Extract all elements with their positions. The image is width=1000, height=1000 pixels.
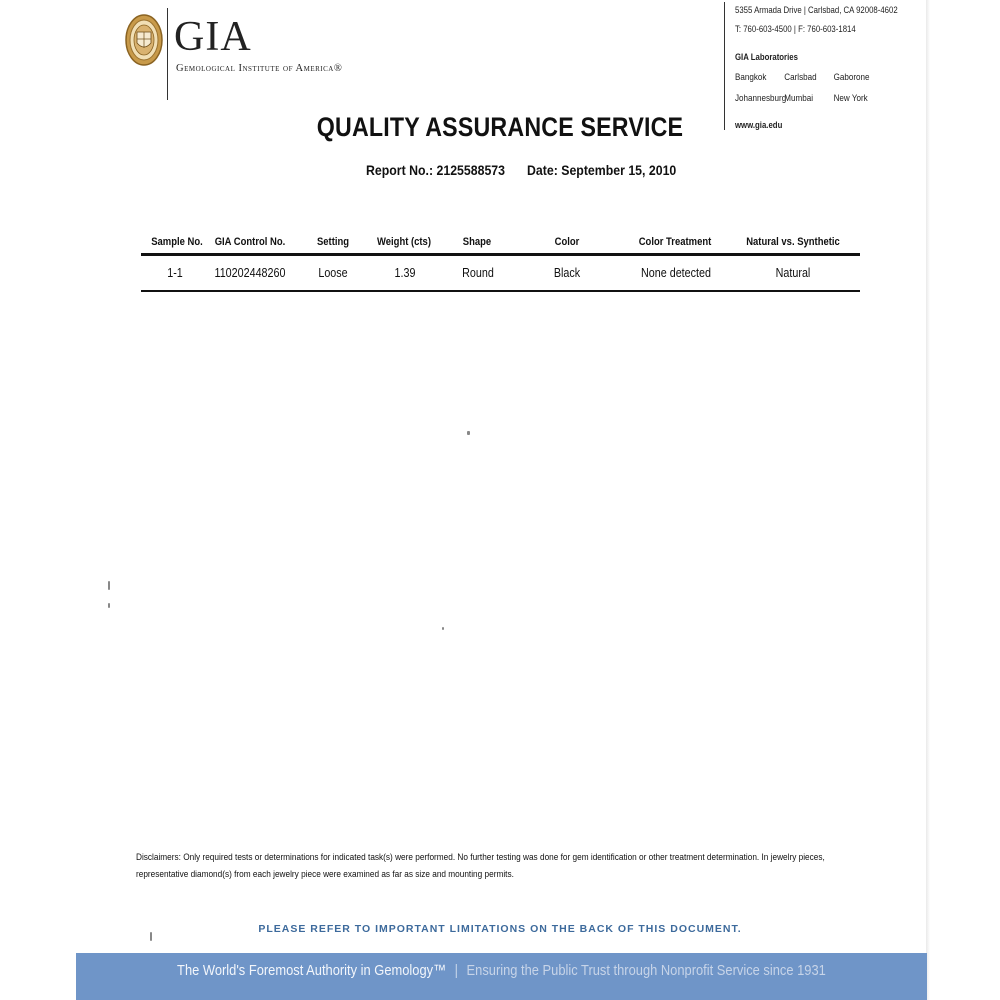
cell-setting: Loose <box>318 266 348 280</box>
table-bottom-rule <box>141 290 860 292</box>
gia-seal-icon <box>124 13 164 67</box>
scan-speck <box>442 627 444 630</box>
page-edge <box>926 0 930 1000</box>
address-street: 5355 Armada Drive | Carlsbad, CA 92008-4602 <box>735 5 898 16</box>
footer-separator: | <box>454 962 458 979</box>
footer-tagline: The World's Foremost Authority in Gemology™ <box>177 962 446 979</box>
cell-shape: Round <box>462 266 494 280</box>
column-header: Weight (cts) <box>377 236 431 248</box>
column-header: Sample No. <box>151 236 203 248</box>
lab-location: New York <box>833 93 868 104</box>
lab-location: Carlsbad <box>784 72 817 83</box>
column-header: Shape <box>462 236 492 248</box>
lab-location: Bangkok <box>735 72 767 83</box>
logo-wordmark: GIA <box>174 14 252 60</box>
document-title: QUALITY ASSURANCE SERVICE <box>316 112 684 142</box>
scan-speck <box>108 603 110 608</box>
lab-location: Johannesburg <box>735 93 787 104</box>
cell-natural-synthetic: Natural <box>775 266 811 280</box>
column-header: Setting <box>316 236 350 248</box>
lab-location: Mumbai <box>784 93 814 104</box>
logo-subtitle: Gemological Institute of America® <box>176 63 343 74</box>
column-header: Color Treatment <box>638 236 712 248</box>
footer-mission: Ensuring the Public Trust through Nonprofit Service since 1931 <box>466 962 826 979</box>
report-number: Report No.: 2125588573 <box>366 162 506 178</box>
website: www.gia.edu <box>735 120 783 131</box>
report-date: Date: September 15, 2010 <box>527 162 677 178</box>
labs-list <box>735 72 871 104</box>
cell-color-treatment: None detected <box>641 266 711 280</box>
footer-text <box>136 962 868 979</box>
cell-control-no: 110202448260 <box>214 266 286 280</box>
cell-color: Black <box>553 266 581 280</box>
column-header: Natural vs. Synthetic <box>746 236 840 248</box>
footer-banner <box>76 953 927 1000</box>
address-phone-fax: T: 760-603-4500 | F: 760-603-1814 <box>735 24 856 35</box>
column-header: GIA Control No. <box>214 236 286 248</box>
column-header: Color <box>554 236 580 248</box>
cell-weight: 1.39 <box>394 266 416 280</box>
table-top-rule <box>141 253 860 256</box>
lab-location: Gaborone <box>833 72 870 83</box>
scan-speck <box>108 581 110 590</box>
limitations-notice: PLEASE REFER TO IMPORTANT LIMITATIONS ON THE BACK OF THIS DOCUMENT. <box>258 923 742 935</box>
labs-heading: GIA Laboratories <box>735 52 798 63</box>
cell-sample-no: 1-1 <box>167 266 183 280</box>
disclaimer-text: Disclaimers: Only required tests or determinations for indicated task(s) were performed. No further testing was done for gem identification or other treatment determination. In jewelry pieces, representative diamond(s) from each jewelry piece were examined as far as size and mounting permits. <box>136 852 825 880</box>
address-divider <box>724 2 725 130</box>
scan-speck <box>467 431 470 435</box>
logo-divider <box>167 8 168 100</box>
